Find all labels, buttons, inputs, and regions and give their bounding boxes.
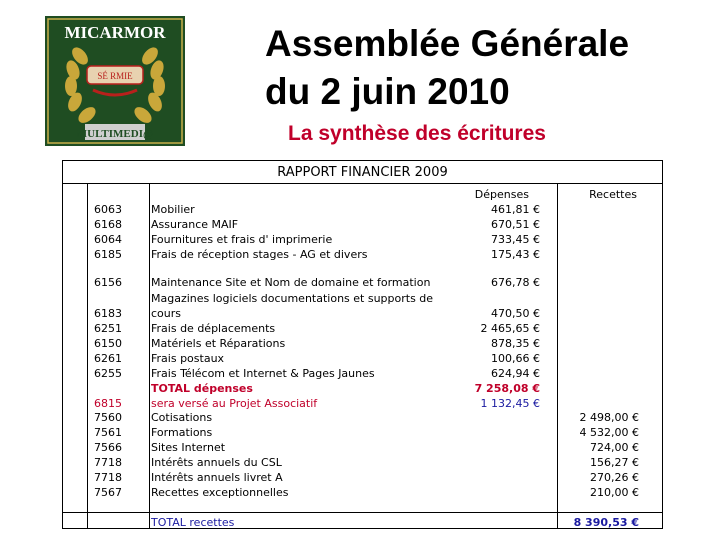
account-label: Maintenance Site et Nom de domaine et formation [151,276,431,289]
account-code: 7560 [94,411,122,424]
account-code: 6183 [94,307,122,320]
account-code: 6168 [94,218,122,231]
associatif-label: sera versé au Projet Associatif [151,397,318,410]
account-label: cours [151,307,182,320]
report-title: RAPPORT FINANCIER 2009 [277,165,448,180]
total-depenses-value: 7 258,08 € [474,382,540,395]
account-label: Mobilier [151,203,195,216]
table-row [63,455,662,470]
account-label: Formations [151,426,213,439]
account-code: 6150 [94,337,122,350]
recette-amount: 2 498,00 € [579,411,639,424]
table-row [63,202,662,217]
account-code: 7561 [94,426,122,439]
account-label: Intérêts annuels du CSL [151,456,282,469]
account-label: Sites Internet [151,441,226,454]
logo-bottom-text: MULTIMEDI@ [76,128,154,140]
table-row [63,275,662,290]
table-row [63,291,662,306]
recette-amount: 210,00 € [590,486,639,499]
depense-amount: 175,43 € [491,248,540,261]
account-label: Assurance MAIF [151,218,239,231]
table-row [63,351,662,366]
recette-amount: 4 532,00 € [579,426,639,439]
table-row [63,306,662,321]
account-code: 7567 [94,486,122,499]
account-label: Frais de réception stages - AG et divers [151,248,368,261]
table-row [63,425,662,440]
logo-top-text: MICARMOR [64,23,166,42]
account-label: Intérêts annuels livret A [151,471,283,484]
table-row [63,440,662,455]
table-row [63,410,662,425]
subtitle: La synthèse des écritures [288,122,546,145]
recette-amount: 724,00 € [590,441,639,454]
account-label: Frais de déplacements [151,322,276,335]
depense-amount: 100,66 € [491,352,540,365]
associatif-value: 1 132,45 € [480,397,540,410]
account-label: Recettes exceptionnelles [151,486,289,499]
depense-amount: 878,35 € [491,337,540,350]
associatif-code: 6815 [94,397,122,410]
total-depenses-label: TOTAL dépenses [151,382,253,395]
account-code: 7566 [94,441,122,454]
title-line-1: Assemblée Générale [265,23,630,64]
total-recettes-label: TOTAL recettes [151,516,235,529]
table-row [63,515,662,530]
table-row [63,485,662,500]
table-row [63,321,662,336]
depense-amount: 470,50 € [491,307,540,320]
footer-divider [63,512,662,513]
depense-amount: 2 465,65 € [480,322,540,335]
table-row [63,217,662,232]
depense-amount: 733,45 € [491,233,540,246]
account-label: Magazines logiciels documentations et supports de [151,292,434,305]
table-row [63,470,662,485]
depense-amount: 624,94 € [491,367,540,380]
account-code: 6063 [94,203,122,216]
table-row [63,381,662,396]
depenses-header: Dépenses [474,188,529,201]
account-code: 6261 [94,352,122,365]
recettes-header: Recettes [589,188,637,201]
account-code: 6251 [94,322,122,335]
table-row [63,232,662,247]
depense-amount: 461,81 € [491,203,540,216]
depense-amount: 670,51 € [491,218,540,231]
account-label: Frais postaux [151,352,225,365]
micarmor-logo [45,16,185,146]
account-code: 6156 [94,276,122,289]
table-row [63,336,662,351]
recette-amount: 156,27 € [590,456,639,469]
account-label: Fournitures et frais d' imprimerie [151,233,333,246]
svg-text:SÉ RMIE: SÉ RMIE [97,71,133,81]
account-code: 7718 [94,471,122,484]
total-recettes-value: 8 390,53 € [573,516,639,529]
table-row [63,247,662,262]
account-code: 6185 [94,248,122,261]
account-label: Frais Télécom et Internet & Pages Jaunes [151,367,375,380]
recette-amount: 270,26 € [590,471,639,484]
account-code: 6255 [94,367,122,380]
table-row [63,396,662,411]
financial-report-table [62,160,663,529]
account-label: Cotisations [151,411,213,424]
table-row [63,366,662,381]
account-code: 6064 [94,233,122,246]
header-divider [63,183,662,184]
depense-amount: 676,78 € [491,276,540,289]
account-code: 7718 [94,456,122,469]
account-label: Matériels et Réparations [151,337,286,350]
title-line-2: du 2 juin 2010 [265,71,510,112]
